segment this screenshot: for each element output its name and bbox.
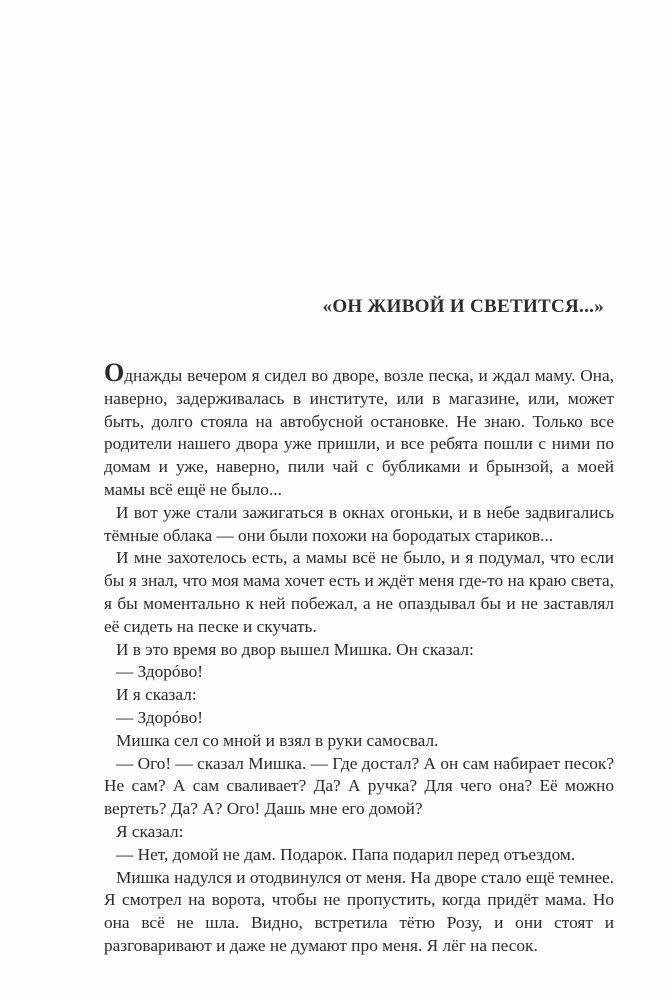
paragraph [104,360,614,502]
chapter-title: «ОН ЖИВОЙ И СВЕТИТСЯ...» [322,296,604,317]
paragraph: Мишка надулся и отодвинулся от меня. На дворе стало ещё темнее. Я смотрел на ворота, чтобы не пропустить, когда придёт мама. Но она всё не шла. Видно, встретила тётю Розу, и они стоят и разговаривают и даже не думают про меня. Я лёг на песок. [104,867,614,955]
chapter-text [104,360,614,958]
paragraph: Я сказал: [116,821,184,841]
dialogue-line: — Здорóво! [116,662,203,682]
paragraph: И мне захотелось есть, а мамы всё не было, и я подумал, что если бы я знал, что моя мама хочет есть и ждёт меня где-то на краю света, я бы моментально к ней побежал, а не опаздывал бы и не заставлял её сидеть на песке и скучать. [104,548,614,636]
paragraph: Мишка сел со мной и взял в руки самосвал. [116,730,439,750]
dialogue-line: — Здорóво! [116,707,203,727]
drop-cap: О [104,358,125,387]
dialogue-line: — Нет, домой не дам. Подарок. Папа подарил перед отъездом. [116,844,576,864]
paragraph: И в это время во двор вышел Мишка. Он сказал: [116,639,474,659]
dialogue-line: — Ого! — сказал Мишка. — Где достал? А он сам набирает песок? Не сам? А сам сваливает? Да? А ручка? Для чего она? Её можно вертеть? Да? А? Ого! Дашь мне его домой? [104,753,614,819]
paragraph: И вот уже стали зажигаться в окнах огоньки, и в небе задвигались тёмные облака — они были похожи на бородатых стариков... [104,502,614,545]
paragraph-text: днажды вечером я сидел во дворе, возле песка, и ждал маму. Она, наверно, задерживалась в институте, или в магазине, или, может быть, долго стояла на автобусной остановке. Не знаю. Только все родители нашего двора уже пришли, и все ребята пошли с ними по домам и уже, наверно, пили чай с бубликами и брынзой, а моей мамы всё ещё не было... [104,366,614,499]
paragraph: И я сказал: [116,685,197,705]
